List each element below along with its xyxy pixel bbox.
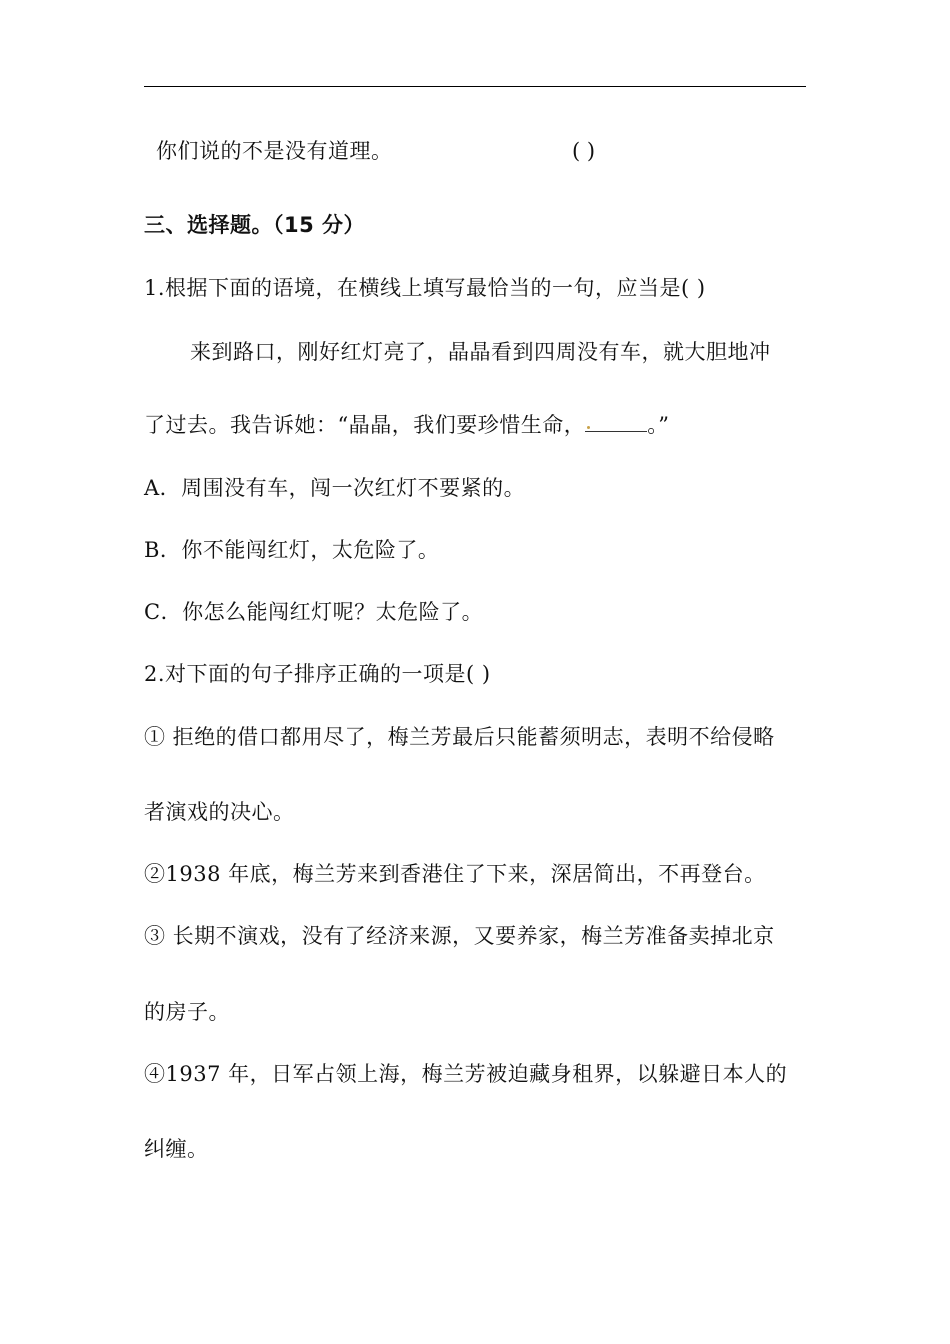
q2-sentence4-line1: ④1937 年，日军占领上海，梅兰芳被迫藏身租界，以躲避日本人的 bbox=[144, 1062, 788, 1086]
blank-marker bbox=[587, 426, 590, 429]
q1-option-b: B．你不能闯红灯，太危险了。 bbox=[144, 538, 440, 562]
q2-stem: 2.对下面的句子排序正确的一项是( ) bbox=[144, 662, 491, 686]
q2-sentence2: ②1938 年底，梅兰芳来到香港住了下来，深居简出，不再登台。 bbox=[144, 862, 766, 886]
q1-context-line1: 来到路口，刚好红灯亮了，晶晶看到四周没有车，就大胆地冲 bbox=[190, 340, 771, 364]
q1-context-line2-before: 了过去。我告诉她：“晶晶，我们要珍惜生命， bbox=[144, 413, 586, 437]
q1-context-line2 bbox=[144, 410, 669, 440]
q2-sentence1-line2: 者演戏的决心。 bbox=[144, 800, 295, 824]
q2-sentence4-line2: 纠缠。 bbox=[144, 1137, 209, 1161]
q1-fill-blank[interactable] bbox=[585, 431, 647, 432]
q2-sentence3-line2: 的房子。 bbox=[144, 1000, 230, 1024]
section3-title: 三、选择题。（15 分） bbox=[144, 213, 366, 237]
q1-option-c: C．你怎么能闯红灯呢？太危险了。 bbox=[144, 600, 484, 624]
header-rule bbox=[144, 86, 806, 87]
q1-stem: 1.根据下面的语境，在横线上填写最恰当的一句，应当是( ) bbox=[144, 276, 706, 300]
q1-context-line2-after: 。” bbox=[647, 413, 670, 437]
q2-sentence1-line1: ① 拒绝的借口都用尽了，梅兰芳最后只能蓄须明志，表明不给侵略 bbox=[144, 725, 775, 749]
prev-item-sentence: 你们说的不是没有道理。 bbox=[156, 139, 393, 163]
prev-item-answer-paren: ( ) bbox=[572, 139, 596, 163]
q1-option-a: A．周围没有车，闯一次红灯不要紧的。 bbox=[144, 476, 526, 500]
q2-sentence3-line1: ③ 长期不演戏，没有了经济来源，又要养家，梅兰芳准备卖掉北京 bbox=[144, 924, 775, 948]
